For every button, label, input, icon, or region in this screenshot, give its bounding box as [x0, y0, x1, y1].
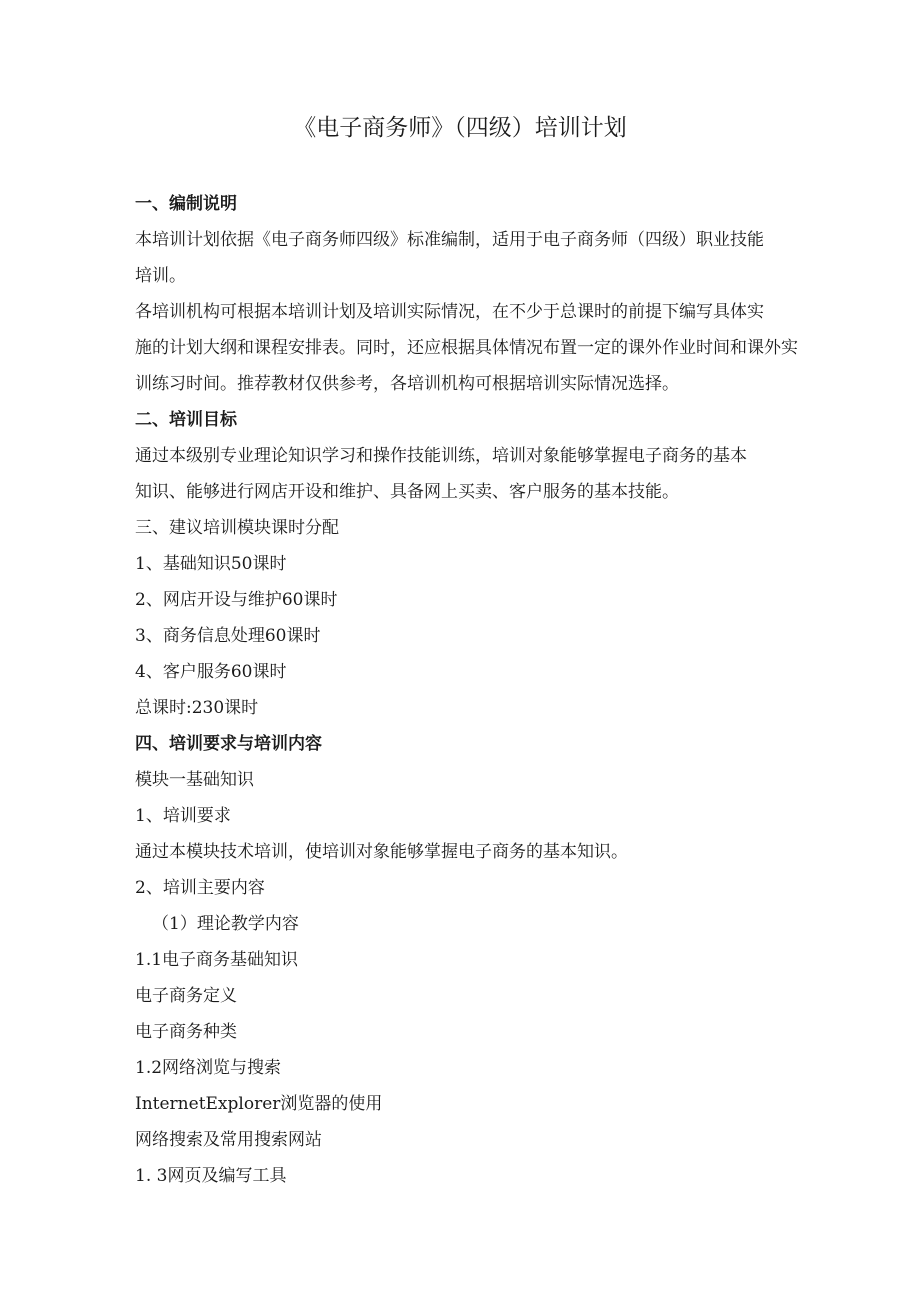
document-title: 《电子商务师》（四级）培训计划 [293, 115, 627, 141]
document-body [135, 186, 805, 1194]
section-heading-4: 四、培训要求与培训内容 [135, 734, 322, 754]
list-item: 1、基础知识50课时 [135, 554, 287, 574]
subheading: （1）理论教学内容 [152, 914, 299, 934]
text-line: 各培训机构可根据本培训计划及培训实际情况，在不少于总课时的前提下编写具体实 [135, 302, 764, 322]
list-item: InternetExplorer浏览器的使用 [135, 1094, 383, 1114]
subheading: 2、培训主要内容 [135, 878, 265, 898]
text-line: 施的计划大纲和课程安排表。同时，还应根据具体情况布置一定的课外作业时间和课外实 [135, 338, 798, 358]
module-title: 模块一基础知识 [135, 770, 254, 790]
text-line: 知识、能够进行网店开设和维护、具备网上买卖、客户服务的基本技能。 [135, 482, 679, 502]
list-item: 4、客户服务60课时 [135, 662, 287, 682]
section-heading-2: 二、培训目标 [135, 410, 237, 430]
text-line: 培训。 [135, 266, 186, 286]
list-item: 2、网店开设与维护60课时 [135, 590, 338, 610]
text-line: 通过本模块技术培训，使培训对象能够掌握电子商务的基本知识。 [135, 842, 628, 862]
list-item: 1.1电子商务基础知识 [135, 950, 299, 970]
text-line: 本培训计划依据《电子商务师四级》标准编制，适用于电子商务师（四级）职业技能 [135, 230, 764, 250]
total-hours: 总课时:230课时 [135, 698, 259, 718]
section-heading-1: 一、编制说明 [135, 194, 237, 214]
list-item: 1.2网络浏览与搜索 [135, 1058, 282, 1078]
list-item: 网络搜索及常用搜索网站 [135, 1130, 322, 1150]
list-item: 1. 3网页及编写工具 [135, 1166, 287, 1186]
subheading: 1、培训要求 [135, 806, 231, 826]
text-line: 通过本级别专业理论知识学习和操作技能训练，培训对象能够掌握电子商务的基本 [135, 446, 747, 466]
list-item: 3、商务信息处理60课时 [135, 626, 321, 646]
paragraph [135, 222, 805, 294]
paragraph [135, 294, 805, 402]
section-heading-3: 三、建议培训模块课时分配 [135, 518, 339, 538]
list-item: 电子商务定义 [135, 986, 237, 1006]
text-line: 训练习时间。推荐教材仅供参考，各培训机构可根据培训实际情况选择。 [135, 374, 679, 394]
list-item: 电子商务种类 [135, 1022, 237, 1042]
paragraph [135, 438, 805, 510]
